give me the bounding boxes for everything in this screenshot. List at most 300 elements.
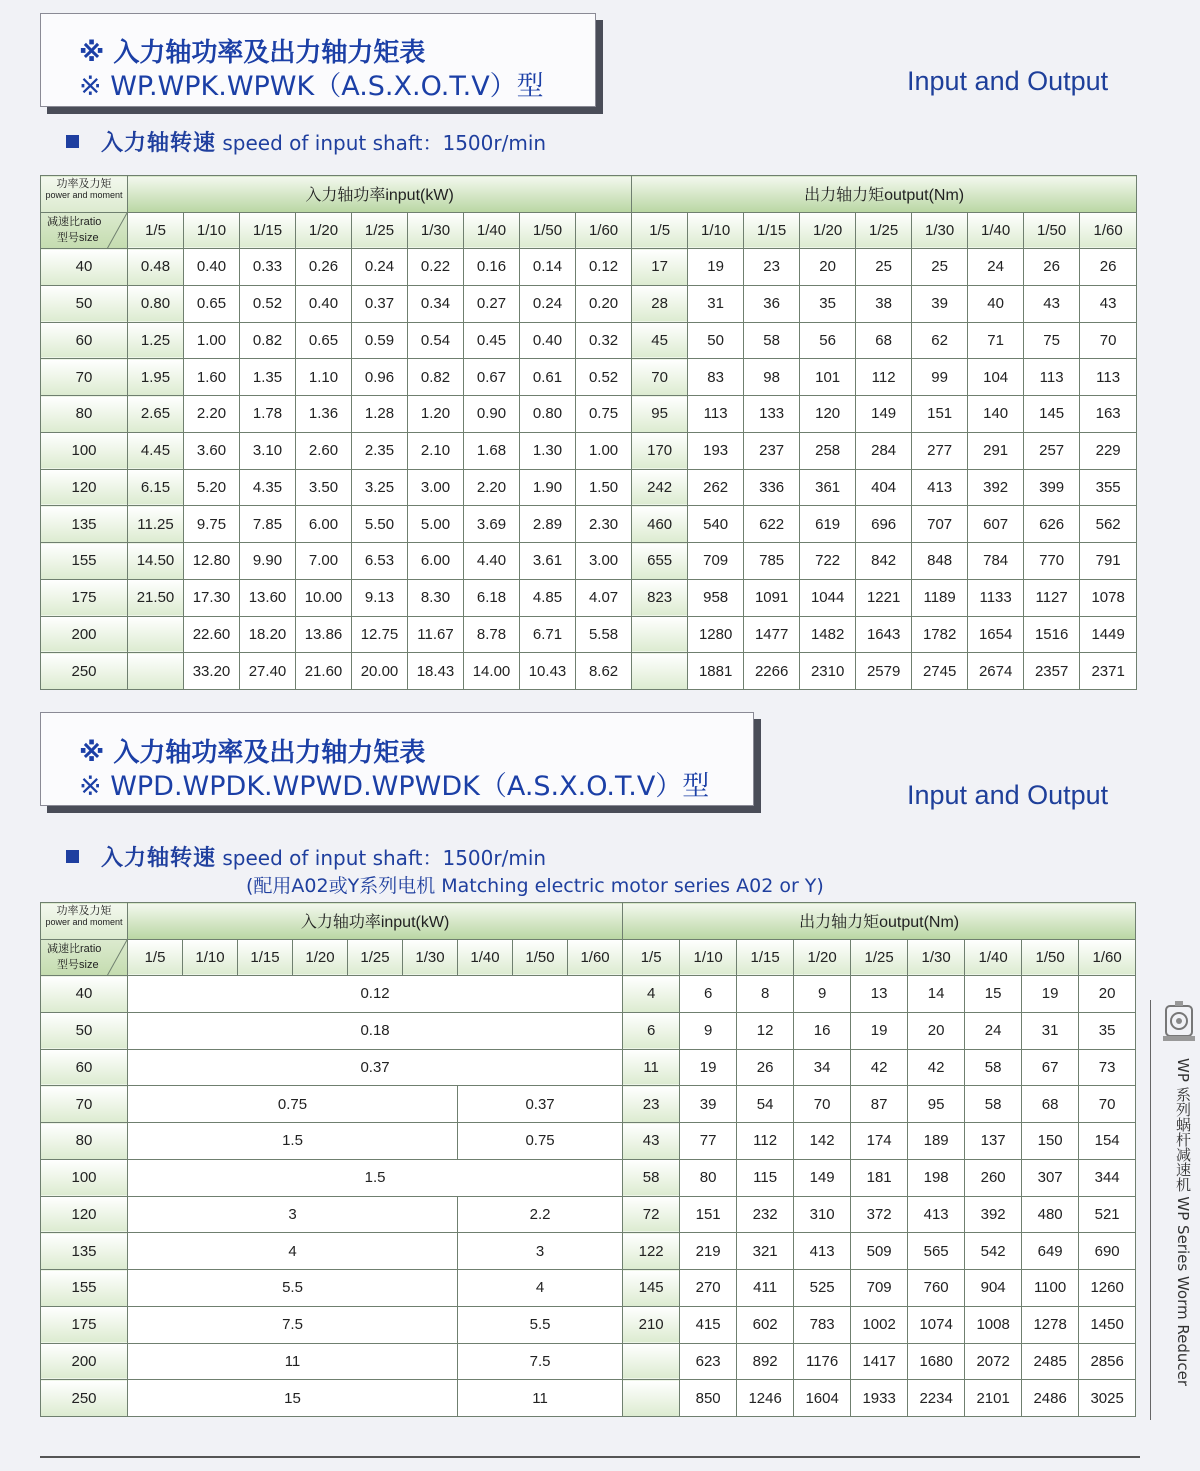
output-torque-cell: 361 (800, 469, 856, 506)
output-torque-group-header: 出力轴力矩output(Nm) (632, 176, 1137, 213)
output-torque-cell: 262 (688, 469, 744, 506)
output-torque-cell: 15 (965, 976, 1022, 1013)
table-row (41, 1086, 1136, 1123)
size-cell: 135 (41, 1233, 128, 1270)
input-power-cell: 0.16 (464, 249, 520, 286)
input-power-cell: 1.90 (520, 469, 576, 506)
input-power-cell: 20.00 (352, 653, 408, 690)
input-power-cell: 7.5 (128, 1306, 458, 1343)
output-torque-cell: 1221 (856, 579, 912, 616)
input-power-cell: 0.33 (240, 249, 296, 286)
input-power-cell: 1.5 (128, 1159, 623, 1196)
side-rule (1150, 1000, 1151, 1420)
input-power-cell: 0.45 (464, 322, 520, 359)
output-torque-cell: 26 (737, 1049, 794, 1086)
input-power-cell: 2.60 (296, 432, 352, 469)
input-power-cell: 1.00 (184, 322, 240, 359)
input-power-cell: 0.54 (408, 322, 464, 359)
table-row (41, 359, 1137, 396)
section1-title-box (40, 13, 596, 107)
input-power-cell: 6.00 (296, 506, 352, 543)
input-power-cell: 21.50 (128, 579, 184, 616)
output-torque-cell: 2486 (1022, 1380, 1079, 1417)
output-torque-cell: 145 (1024, 396, 1080, 433)
size-cell: 60 (41, 322, 128, 359)
input-power-cell: 2.65 (128, 396, 184, 433)
input-ratio-header: 1/15 (240, 212, 296, 249)
square-bullet-icon (66, 135, 79, 148)
output-torque-cell: 28 (632, 285, 688, 322)
output-ratio-header: 1/10 (688, 212, 744, 249)
output-torque-cell: 95 (908, 1086, 965, 1123)
output-torque-cell: 13 (851, 976, 908, 1013)
output-torque-cell: 3025 (1079, 1380, 1136, 1417)
output-torque-cell: 189 (908, 1123, 965, 1160)
input-power-cell: 12.80 (184, 543, 240, 580)
input-power-cell: 1.5 (128, 1123, 458, 1160)
output-torque-cell: 115 (737, 1159, 794, 1196)
output-torque-cell: 154 (1079, 1123, 1136, 1160)
output-torque-cell: 145 (623, 1270, 680, 1307)
input-power-cell: 0.96 (352, 359, 408, 396)
table-row (41, 579, 1137, 616)
output-torque-cell: 399 (1024, 469, 1080, 506)
size-cell: 40 (41, 976, 128, 1013)
output-torque-cell: 174 (851, 1123, 908, 1160)
output-ratio-header: 1/10 (680, 939, 737, 976)
output-torque-cell: 98 (744, 359, 800, 396)
output-torque-cell: 50 (688, 322, 744, 359)
output-torque-cell: 45 (632, 322, 688, 359)
output-torque-cell: 58 (965, 1086, 1022, 1123)
output-torque-cell: 460 (632, 506, 688, 543)
output-torque-cell: 237 (744, 432, 800, 469)
corner-label-size: 型号size (57, 959, 99, 971)
input-power-cell: 1.28 (352, 396, 408, 433)
output-torque-cell: 24 (968, 249, 1024, 286)
output-torque-cell: 626 (1024, 506, 1080, 543)
input-power-cell (128, 653, 184, 690)
table-row (41, 616, 1137, 653)
output-torque-cell: 23 (623, 1086, 680, 1123)
input-power-cell: 4.85 (520, 579, 576, 616)
output-torque-cell: 70 (1079, 1086, 1136, 1123)
output-torque-cell: 619 (800, 506, 856, 543)
output-torque-cell: 72 (623, 1196, 680, 1233)
output-torque-cell: 709 (851, 1270, 908, 1307)
output-torque-cell: 904 (965, 1270, 1022, 1307)
input-power-cell: 14.50 (128, 543, 184, 580)
output-torque-cell: 415 (680, 1306, 737, 1343)
size-cell: 250 (41, 1380, 128, 1417)
output-ratio-header: 1/25 (856, 212, 912, 249)
output-torque-cell: 35 (1079, 1012, 1136, 1049)
output-torque-cell: 219 (680, 1233, 737, 1270)
output-torque-cell: 260 (965, 1159, 1022, 1196)
input-power-cell: 5.58 (576, 616, 632, 653)
section2-speed (66, 841, 546, 872)
output-torque-cell: 6 (680, 976, 737, 1013)
input-power-cell: 0.12 (576, 249, 632, 286)
table-row (41, 1159, 1136, 1196)
input-power-cell: 4.07 (576, 579, 632, 616)
output-torque-cell: 99 (912, 359, 968, 396)
output-torque-cell: 1680 (908, 1343, 965, 1380)
output-torque-cell: 562 (1080, 506, 1137, 543)
output-torque-cell: 1782 (912, 616, 968, 653)
input-power-cell: 6.71 (520, 616, 576, 653)
input-power-cell: 14.00 (464, 653, 520, 690)
table-row (41, 506, 1137, 543)
output-torque-cell: 112 (737, 1123, 794, 1160)
gearbox-icon (1162, 1000, 1196, 1044)
output-torque-cell: 355 (1080, 469, 1137, 506)
input-power-cell: 15 (128, 1380, 458, 1417)
output-torque-cell: 62 (912, 322, 968, 359)
output-torque-cell: 842 (856, 543, 912, 580)
input-power-cell: 8.78 (464, 616, 520, 653)
input-power-cell: 18.43 (408, 653, 464, 690)
output-torque-cell: 6 (623, 1012, 680, 1049)
input-power-cell: 0.26 (296, 249, 352, 286)
table-row (41, 322, 1137, 359)
output-ratio-header: 1/20 (800, 212, 856, 249)
output-torque-cell: 19 (688, 249, 744, 286)
input-power-group-header: 入力轴功率input(kW) (128, 176, 632, 213)
output-torque-cell: 1516 (1024, 616, 1080, 653)
input-power-cell: 0.18 (128, 1012, 623, 1049)
output-torque-cell: 392 (965, 1196, 1022, 1233)
input-power-cell: 3 (128, 1196, 458, 1233)
input-power-group-header: 入力轴功率input(kW) (128, 903, 623, 940)
input-power-cell: 13.86 (296, 616, 352, 653)
output-torque-cell: 68 (1022, 1086, 1079, 1123)
output-torque-cell: 80 (680, 1159, 737, 1196)
output-torque-cell: 54 (737, 1086, 794, 1123)
input-power-cell: 6.15 (128, 469, 184, 506)
output-torque-cell: 480 (1022, 1196, 1079, 1233)
output-torque-cell: 2357 (1024, 653, 1080, 690)
input-power-cell: 2.35 (352, 432, 408, 469)
input-power-cell: 0.82 (408, 359, 464, 396)
input-power-cell: 8.62 (576, 653, 632, 690)
input-power-cell: 21.60 (296, 653, 352, 690)
input-power-cell: 27.40 (240, 653, 296, 690)
output-torque-cell: 149 (856, 396, 912, 433)
input-power-cell: 0.27 (464, 285, 520, 322)
output-torque-cell: 542 (965, 1233, 1022, 1270)
output-torque-cell: 2856 (1079, 1343, 1136, 1380)
input-power-cell: 7.5 (458, 1343, 623, 1380)
output-torque-cell: 58 (623, 1159, 680, 1196)
output-torque-cell: 113 (1024, 359, 1080, 396)
output-torque-cell: 198 (908, 1159, 965, 1196)
input-ratio-header: 1/50 (520, 212, 576, 249)
input-ratio-header: 1/25 (352, 212, 408, 249)
output-torque-cell: 602 (737, 1306, 794, 1343)
input-power-cell: 5.50 (352, 506, 408, 543)
output-torque-cell: 413 (794, 1233, 851, 1270)
input-ratio-header: 1/30 (408, 212, 464, 249)
output-torque-cell: 16 (794, 1012, 851, 1049)
input-ratio-header: 1/40 (458, 939, 513, 976)
output-ratio-header: 1/60 (1079, 939, 1136, 976)
output-ratio-header: 1/40 (968, 212, 1024, 249)
output-torque-cell: 655 (632, 543, 688, 580)
output-torque-cell: 2234 (908, 1380, 965, 1417)
output-torque-cell: 1881 (688, 653, 744, 690)
input-power-cell: 9.13 (352, 579, 408, 616)
input-power-cell: 2.20 (464, 469, 520, 506)
input-power-cell: 0.82 (240, 322, 296, 359)
corner-lower (41, 939, 127, 976)
corner-label-size: 型号size (57, 232, 99, 244)
input-power-cell: 0.90 (464, 396, 520, 433)
table-row (41, 1306, 1136, 1343)
input-power-cell: 0.14 (520, 249, 576, 286)
output-torque-cell: 24 (965, 1012, 1022, 1049)
output-torque-cell: 372 (851, 1196, 908, 1233)
size-cell: 135 (41, 506, 128, 543)
input-ratio-header: 1/5 (128, 212, 184, 249)
output-torque-cell: 404 (856, 469, 912, 506)
size-cell: 70 (41, 359, 128, 396)
output-torque-cell: 25 (856, 249, 912, 286)
table-row (41, 396, 1137, 433)
corner-diagonal (107, 940, 127, 976)
input-power-cell: 0.80 (520, 396, 576, 433)
input-power-cell: 11 (458, 1380, 623, 1417)
output-torque-cell: 71 (968, 322, 1024, 359)
input-power-cell: 0.12 (128, 976, 623, 1013)
input-power-cell: 8.30 (408, 579, 464, 616)
output-torque-cell: 784 (968, 543, 1024, 580)
input-power-cell: 5.5 (458, 1306, 623, 1343)
output-torque-cell: 2266 (744, 653, 800, 690)
section1-speed (66, 126, 546, 157)
output-torque-cell: 1450 (1079, 1306, 1136, 1343)
input-ratio-header: 1/40 (464, 212, 520, 249)
output-torque-cell (632, 653, 688, 690)
input-power-cell: 3.25 (352, 469, 408, 506)
input-power-cell: 13.60 (240, 579, 296, 616)
output-torque-cell: 95 (632, 396, 688, 433)
corner-label-cn: 功率及力矩 (56, 905, 112, 917)
output-torque-cell: 1417 (851, 1343, 908, 1380)
input-ratio-header: 1/10 (184, 212, 240, 249)
corner-label-en: power and moment (45, 190, 123, 200)
input-power-cell: 0.65 (296, 322, 352, 359)
input-power-cell: 1.60 (184, 359, 240, 396)
input-ratio-header: 1/25 (348, 939, 403, 976)
output-torque-cell: 35 (800, 285, 856, 322)
section2-io-label: Input and Output (907, 780, 1109, 810)
output-ratio-header: 1/5 (623, 939, 680, 976)
output-torque-cell: 36 (744, 285, 800, 322)
output-torque-cell: 39 (680, 1086, 737, 1123)
output-torque-cell: 242 (632, 469, 688, 506)
output-ratio-header: 1/40 (965, 939, 1022, 976)
output-torque-cell: 2101 (965, 1380, 1022, 1417)
output-torque-cell (623, 1343, 680, 1380)
output-torque-cell: 307 (1022, 1159, 1079, 1196)
input-ratio-header: 1/60 (568, 939, 623, 976)
input-power-cell: 6.53 (352, 543, 408, 580)
input-power-cell: 0.40 (520, 322, 576, 359)
output-ratio-header: 1/50 (1022, 939, 1079, 976)
output-torque-cell: 42 (851, 1049, 908, 1086)
section2-speed-cn: 入力轴转速 (101, 846, 217, 871)
output-ratio-header: 1/60 (1080, 212, 1137, 249)
input-power-cell: 1.20 (408, 396, 464, 433)
section1-io-label: Input and Output (907, 66, 1109, 96)
output-torque-cell: 392 (968, 469, 1024, 506)
output-torque-cell: 101 (800, 359, 856, 396)
size-cell: 50 (41, 1012, 128, 1049)
output-torque-cell: 9 (794, 976, 851, 1013)
output-torque-cell: 760 (908, 1270, 965, 1307)
input-power-cell: 5.20 (184, 469, 240, 506)
input-power-cell: 1.50 (576, 469, 632, 506)
corner-lower (41, 212, 127, 249)
table-row (41, 1380, 1136, 1417)
size-cell: 50 (41, 285, 128, 322)
output-torque-cell: 2579 (856, 653, 912, 690)
output-torque-cell: 2310 (800, 653, 856, 690)
output-ratio-header: 1/20 (794, 939, 851, 976)
output-torque-cell: 163 (1080, 396, 1137, 433)
input-power-cell: 2.30 (576, 506, 632, 543)
input-power-cell: 33.20 (184, 653, 240, 690)
input-power-cell: 0.40 (296, 285, 352, 322)
output-torque-cell: 70 (794, 1086, 851, 1123)
input-power-cell: 0.52 (240, 285, 296, 322)
output-torque-cell: 43 (1024, 285, 1080, 322)
corner-label-ratio: 减速比ratio (47, 943, 102, 955)
output-torque-cell: 958 (688, 579, 744, 616)
output-torque-cell: 68 (856, 322, 912, 359)
output-torque-cell: 31 (688, 285, 744, 322)
output-torque-cell: 336 (744, 469, 800, 506)
input-power-cell: 6.18 (464, 579, 520, 616)
output-torque-cell: 707 (912, 506, 968, 543)
output-torque-cell: 9 (680, 1012, 737, 1049)
output-torque-cell: 623 (680, 1343, 737, 1380)
output-torque-cell: 270 (680, 1270, 737, 1307)
output-torque-cell: 2485 (1022, 1343, 1079, 1380)
output-torque-cell: 43 (623, 1123, 680, 1160)
output-torque-cell: 83 (688, 359, 744, 396)
output-torque-cell: 411 (737, 1270, 794, 1307)
table-row (41, 249, 1137, 286)
output-torque-cell: 19 (680, 1049, 737, 1086)
size-cell: 80 (41, 1123, 128, 1160)
output-torque-cell: 133 (744, 396, 800, 433)
input-power-cell: 3.50 (296, 469, 352, 506)
output-torque-cell: 770 (1024, 543, 1080, 580)
output-torque-cell: 848 (912, 543, 968, 580)
input-power-cell: 5.5 (128, 1270, 458, 1307)
input-power-cell: 11.67 (408, 616, 464, 653)
side-caption: WP 系列蜗杆减速机 WP Series Worm Reducer (1174, 1058, 1192, 1387)
output-torque-cell: 1604 (794, 1380, 851, 1417)
output-torque-cell: 709 (688, 543, 744, 580)
output-torque-cell: 607 (968, 506, 1024, 543)
section2-speed-en: speed of input shaft：1500r/min (222, 846, 547, 870)
size-cell: 175 (41, 579, 128, 616)
input-power-cell: 6.00 (408, 543, 464, 580)
output-torque-cell: 34 (794, 1049, 851, 1086)
output-torque-cell: 1449 (1080, 616, 1137, 653)
input-power-cell: 10.00 (296, 579, 352, 616)
input-power-cell: 0.24 (352, 249, 408, 286)
input-power-cell: 1.30 (520, 432, 576, 469)
output-ratio-header: 1/15 (737, 939, 794, 976)
input-power-cell: 3.00 (576, 543, 632, 580)
input-power-cell: 1.36 (296, 396, 352, 433)
output-torque-cell: 1643 (856, 616, 912, 653)
output-torque-cell: 210 (623, 1306, 680, 1343)
output-torque-cell: 40 (968, 285, 1024, 322)
input-power-cell: 2.20 (184, 396, 240, 433)
output-torque-cell: 622 (744, 506, 800, 543)
input-power-cell: 0.75 (128, 1086, 458, 1123)
output-torque-cell: 56 (800, 322, 856, 359)
size-cell: 100 (41, 432, 128, 469)
output-torque-cell: 1078 (1080, 579, 1137, 616)
output-torque-cell: 1044 (800, 579, 856, 616)
output-torque-cell: 232 (737, 1196, 794, 1233)
input-power-cell: 11.25 (128, 506, 184, 543)
output-torque-cell: 1654 (968, 616, 1024, 653)
output-torque-cell: 1127 (1024, 579, 1080, 616)
output-torque-cell: 690 (1079, 1233, 1136, 1270)
output-torque-cell: 722 (800, 543, 856, 580)
input-power-cell: 7.85 (240, 506, 296, 543)
input-ratio-header: 1/15 (238, 939, 293, 976)
input-ratio-header: 1/5 (128, 939, 183, 976)
output-torque-cell: 521 (1079, 1196, 1136, 1233)
output-torque-cell: 67 (1022, 1049, 1079, 1086)
corner-diagonal (107, 213, 127, 249)
output-torque-cell: 70 (1080, 322, 1137, 359)
output-torque-cell: 193 (688, 432, 744, 469)
input-power-cell: 22.60 (184, 616, 240, 653)
output-torque-cell: 20 (1079, 976, 1136, 1013)
output-torque-cell: 258 (800, 432, 856, 469)
output-torque-cell: 1100 (1022, 1270, 1079, 1307)
output-ratio-header: 1/15 (744, 212, 800, 249)
output-torque-cell: 112 (856, 359, 912, 396)
output-torque-cell: 20 (908, 1012, 965, 1049)
output-torque-cell: 1074 (908, 1306, 965, 1343)
size-cell: 120 (41, 1196, 128, 1233)
input-power-cell: 3.61 (520, 543, 576, 580)
size-cell: 175 (41, 1306, 128, 1343)
input-power-cell: 10.43 (520, 653, 576, 690)
section1-title-cn: ※ 入力轴功率及出力轴力矩表 (79, 38, 426, 68)
section2-title-box (40, 712, 754, 806)
output-torque-cell: 525 (794, 1270, 851, 1307)
output-torque-cell: 113 (688, 396, 744, 433)
table-row (41, 543, 1137, 580)
output-torque-cell: 26 (1024, 249, 1080, 286)
input-power-cell: 3 (458, 1233, 623, 1270)
output-torque-cell: 38 (856, 285, 912, 322)
size-cell: 100 (41, 1159, 128, 1196)
output-ratio-header: 1/5 (632, 212, 688, 249)
output-torque-cell: 2745 (912, 653, 968, 690)
